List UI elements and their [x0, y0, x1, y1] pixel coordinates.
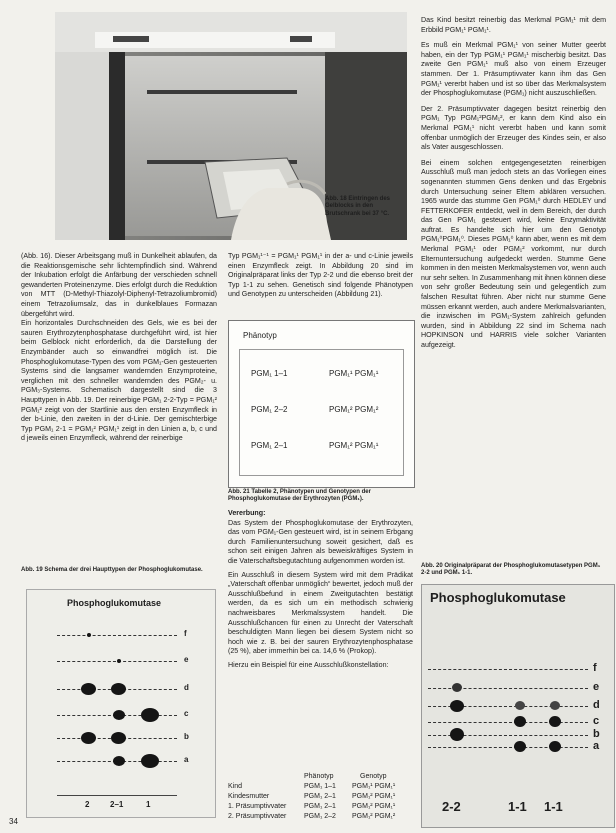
- fig20-spot-lane1-e: [452, 683, 462, 692]
- fig20-lane-3: 1-1: [544, 799, 563, 814]
- fig18-label: Abb. 18: [325, 196, 347, 202]
- fig20-spot-lane3-d: [550, 701, 560, 710]
- middle-heading-vererbung: Vererbung:: [228, 509, 266, 517]
- exclusion-example-table: [228, 772, 413, 830]
- example-row-2-pheno: PGM₁ 2–1: [304, 793, 336, 800]
- fig20-gel-photo: [421, 584, 615, 828]
- example-row-1-pheno: PGM₁ 1–1: [304, 783, 336, 790]
- fig20-band-label-a: a: [593, 740, 600, 752]
- middle-paragraph-5: Hierzu ein Beispiel für eine Ausschlußkonstellation:: [228, 660, 389, 669]
- middle-column-top: [228, 252, 413, 300]
- fig20-spot-lane2-a: [514, 741, 526, 752]
- fig19-spot-lane2-c: [113, 710, 125, 720]
- fig19-mark-e: [117, 659, 121, 663]
- fig20-band-label-e: e: [593, 681, 600, 693]
- fig20-spot-lane2-d: [515, 701, 525, 710]
- phenotype-table-box: [228, 320, 415, 488]
- example-row-2-geno: PGM₁² PGM₁¹: [352, 793, 396, 800]
- phenotype-row-1-geno: PGM₁¹ PGM₁¹: [329, 369, 379, 378]
- fig20-band-label-f: f: [593, 662, 597, 674]
- fig19-lane-2: 2–1: [110, 800, 124, 809]
- fig18-text: Eintringen des Gelblocks in den Brutschrank bei 37 °C.: [325, 196, 391, 217]
- fig20-text: Originalpräparat der Phosphoglukomutasetypen PGM₁ 2-2 und PGM₁ 1-1.: [421, 563, 601, 577]
- right-paragraph-2: Es muß ein Merkmal PGM₁¹ von seiner Mutter geerbt haben, ein der Typ PGM₁¹ PGM₁¹ mischerbig besitzt. Das zweite Gen PGM₁¹ muß also von einem Erzeuger stammen. Der 1. Präsumptivvater kann ihm das Gen PGM₁¹ vererbt haben und ist so über das Merkmalsystem der Phosphoglukomutase (PGM₁) nicht auszuschließen.: [421, 41, 606, 98]
- fig20-line-a: [428, 747, 588, 748]
- phenotype-row-3-geno: PGM₁² PGM₁¹: [329, 441, 379, 450]
- fig20-band-label-b: b: [593, 728, 600, 740]
- fig20-band-label-d: d: [593, 699, 600, 711]
- fig19-mark-f: [87, 633, 91, 637]
- fig19-lane-3: 1: [146, 800, 151, 809]
- example-row-1-geno: PGM₁¹ PGM₁¹: [352, 783, 396, 790]
- fig21-caption: [228, 489, 413, 504]
- fig19-spot-lane3-a: [141, 754, 159, 768]
- example-row-1-name: Kind: [228, 783, 243, 790]
- fig19-spot-lane1-b: [81, 732, 96, 744]
- middle-paragraph-4: Ein Ausschluß in diesem System wird mit dem Prädikat „Vaterschaft offenbar unmöglich“ bewertet, jedoch muß der Ausschlußbefund in einem Zweitgutachten bestätigt werden, da es sich um ein methodisch schwierig nachweisbares Merkmalssystem handelt. Die Ausschlußchancen für einen zu Unrecht der Vaterschaft beschuldigten Mann liegen bei diesem System nicht so hoch wie z. B. bei der sauren Erythrozytenphosphatase (25 %), aber immerhin bei ca. 14,6 % (Prokop).: [228, 570, 413, 656]
- example-row-3-geno: PGM₁² PGM₁¹: [352, 803, 396, 810]
- fig19-title: Phosphoglukomutase: [67, 598, 162, 608]
- fig20-lane-2: 1-1: [508, 799, 527, 814]
- right-paragraph-3: Der 2. Präsumptivvater dagegen besitzt reinerbig den PGM₁ Typ PGM₁²PGM₁², er kann dem Kind also ein Merkmal PGM₁¹ nicht vererbt haben und kann somit offenbar unmöglich der Erzeuger des Kindes sein, er also als Vater ausgeschlossen.: [421, 104, 606, 152]
- fig19-schematic: [26, 589, 216, 818]
- phenotype-box-title: Phänotyp: [243, 331, 277, 340]
- fig20-lane-1: 2-2: [442, 799, 461, 814]
- fig19-line-f: [57, 635, 177, 636]
- fig19-band-label-b: b: [184, 732, 189, 741]
- fig20-spot-lane3-a: [549, 741, 561, 752]
- right-paragraph-1: Das Kind besitzt reinerbig das Merkmal PGM₁¹ mit dem Erbbild PGM₁¹ PGM₁¹.: [421, 16, 606, 34]
- fig19-text: Schema der drei Haupttypen der Phosphoglukomutase.: [44, 567, 203, 573]
- fig19-spot-lane1-d: [81, 683, 96, 695]
- example-head-geno: Genotyp: [360, 773, 387, 780]
- example-row-4-name: 2. Präsumptivvater: [228, 813, 287, 820]
- fig19-caption: [21, 567, 217, 574]
- fig19-spot-lane2-a: [113, 756, 125, 766]
- fig20-band-label-c: c: [593, 715, 600, 727]
- example-row-2-name: Kindesmutter: [228, 793, 270, 800]
- fig20-line-c: [428, 722, 588, 723]
- example-row-3-pheno: PGM₁ 2–1: [304, 803, 336, 810]
- fig19-band-label-e: e: [184, 655, 189, 664]
- middle-paragraph-3: Das System der Phosphoglukomutase der Erythrozyten, das vom PGM₁-Gen gesteuert wird, ist in seinem Erbgang durch Familienuntersuchung soweit gesichert, daß es schon seit einigen Jahren als beweiskräftiges System in die Vaterschaftsbegutachtung aufgenommen worden ist.: [228, 518, 413, 565]
- fig20-spot-lane2-c: [514, 716, 526, 727]
- middle-paragraph-1: Typ PGM₁¹⁻¹ = PGM₁¹ PGM₁¹ in der a- und c-Linie jeweils einen Enzymfleck zeigt. In Abbildung 20 sind im Originalpräparat links der Typ 2-2 und die ebenso breit der Typ 1-1 zu sehen. Genetisch sind folgende Phänotypen und Genotypen zu unterscheiden (Abbildung 21).: [228, 252, 413, 299]
- phenotype-row-1-pheno: PGM₁ 1–1: [251, 369, 288, 378]
- phenotype-row-3-pheno: PGM₁ 2–1: [251, 441, 288, 450]
- left-column-text: [21, 252, 217, 444]
- fig21-text: Tabelle 2, Phänotypen und Genotypen der Phosphoglukomutase der Erythrozyten (PGM₁).: [228, 489, 371, 503]
- fig19-band-label-c: c: [184, 709, 189, 718]
- fig19-band-label-a: a: [184, 755, 189, 764]
- fig19-lane-1: 2: [85, 800, 90, 809]
- fig20-label: Abb. 20: [421, 563, 443, 569]
- fig20-title: Phosphoglukomutase: [430, 590, 566, 605]
- fig20-caption: [421, 563, 606, 578]
- fig21-label: Abb. 21: [228, 489, 250, 495]
- fig19-baseline: [57, 795, 177, 796]
- fig20-spot-lane1-b: [450, 728, 464, 741]
- fig19-band-label-d: d: [184, 683, 189, 692]
- fig19-spot-lane3-c: [141, 708, 159, 722]
- right-column-text: [421, 16, 606, 351]
- fig19-spot-lane2-d: [111, 683, 126, 695]
- fig19-spot-lane2-b: [111, 732, 126, 744]
- right-paragraph-4: Bei einem solchen entgegengesetzten reinerbigen Ausschluß muß man jedoch stets an das Vorliegen eines sogenannten stummen Gens denken und das Ergebnis durch Untersuchung seiner Eltern abklären versuchen. 1965 wurde das stumme Gen PGM₁⁰ durch HEDLEY und FETTERKOFER entdeckt, weil in dem Bereich, der durch das Gen PGM₁ gesteuert wird, keine Enzymaktivität auftrat. Es handelte sich hier um den Genotyp PGM₁⁰PGM₁⁰. Dieses PGM₁⁰ kann aber, wenn es mit dem Merkmal PGM₁¹ oder PGM₁² vorkommt, nur durch Elternuntersuchung aufgedeckt werden. Stumme Gene kommen in den meisten Merkmalsystemen vor, wenn auch nur sehr selten. In Zusammenhang mit ihnen können diese von sehr großer Bedeutung sein und gelegentlich zum falschen Resultat führen. Aber nicht nur stumme Gene müssen erkannt werden, auch andere Merkmalsvarianten, die inzwischen im PGM₁-System zahlreich gefunden wurden, sind in Abbildung 22 sind im Schema nach HOPKINSON und HARRIS viele solcher Varianten aufgezeigt.: [421, 158, 606, 349]
- example-row-4-pheno: PGM₁ 2–2: [304, 813, 336, 820]
- left-paragraph-2: Ein horizontales Durchschneiden des Gels, wie es bei der sauren Erythrozytenphosphatase durchgeführt wird, ist hier beim Gelblock nicht erforderlich, da die Darstellung der Enzymbänder auch so einwandfrei möglich ist. Die Phosphoglukomutase-Typen des vom PGM₁-Gen gesteuerten Systems sind die langsamer wandernden Enzymproteine, verglichen mit den schneller wandernden des PGM₂- u. PGM₃-Systems. Schematisch dargestellt sind die 3 Haupttypen in Abb. 19. Der reinerbige PGM₁ 2-2-Typ = PGM₁² PGM₁² zeigt von der Startlinie aus den ersten Enzymfleck in der b-Linie, den zweiten in der d-Linie. Der gemischterbige Typ PGM₁ 2-1 = PGM₁² PGM₁¹ zeigt in den Linien a, b, c und d jeweils einen Enzymfleck, während der reinerbige: [21, 319, 217, 443]
- page-number: 34: [9, 817, 18, 826]
- fig20-spot-lane1-d: [450, 700, 464, 712]
- fig20-line-f: [428, 669, 588, 670]
- fig18-caption: [325, 196, 407, 218]
- example-row-4-geno: PGM₁² PGM₁²: [352, 813, 396, 820]
- middle-column-bottom: [228, 509, 413, 671]
- fig20-spot-lane3-c: [549, 716, 561, 727]
- example-row-3-name: 1. Präsumptivvater: [228, 803, 287, 810]
- left-paragraph-1: (Abb. 16). Dieser Arbeitsgang muß in Dunkelheit ablaufen, da die Reaktionsgemische sehr lichtempfindlich sind. Während der Inkubation erfolgt die Anfärbung der verschieden schnell gewanderten Proteinenzyme. Dies erfolgt durch die Reduktion von MTT (D-Methyl-Thiazolyl-Diphenyl-Tetrazoliumbromid) einem Tetrazoliumsalz, das in dunkelblaues Formazan übergeführt wird.: [21, 252, 217, 318]
- fig19-band-label-f: f: [184, 629, 187, 638]
- fig19-label: Abb. 19: [21, 567, 43, 573]
- phenotype-row-2-geno: PGM₁² PGM₁²: [329, 405, 379, 414]
- phenotype-row-2-pheno: PGM₁ 2–2: [251, 405, 288, 414]
- example-head-pheno: Phänotyp: [304, 773, 334, 780]
